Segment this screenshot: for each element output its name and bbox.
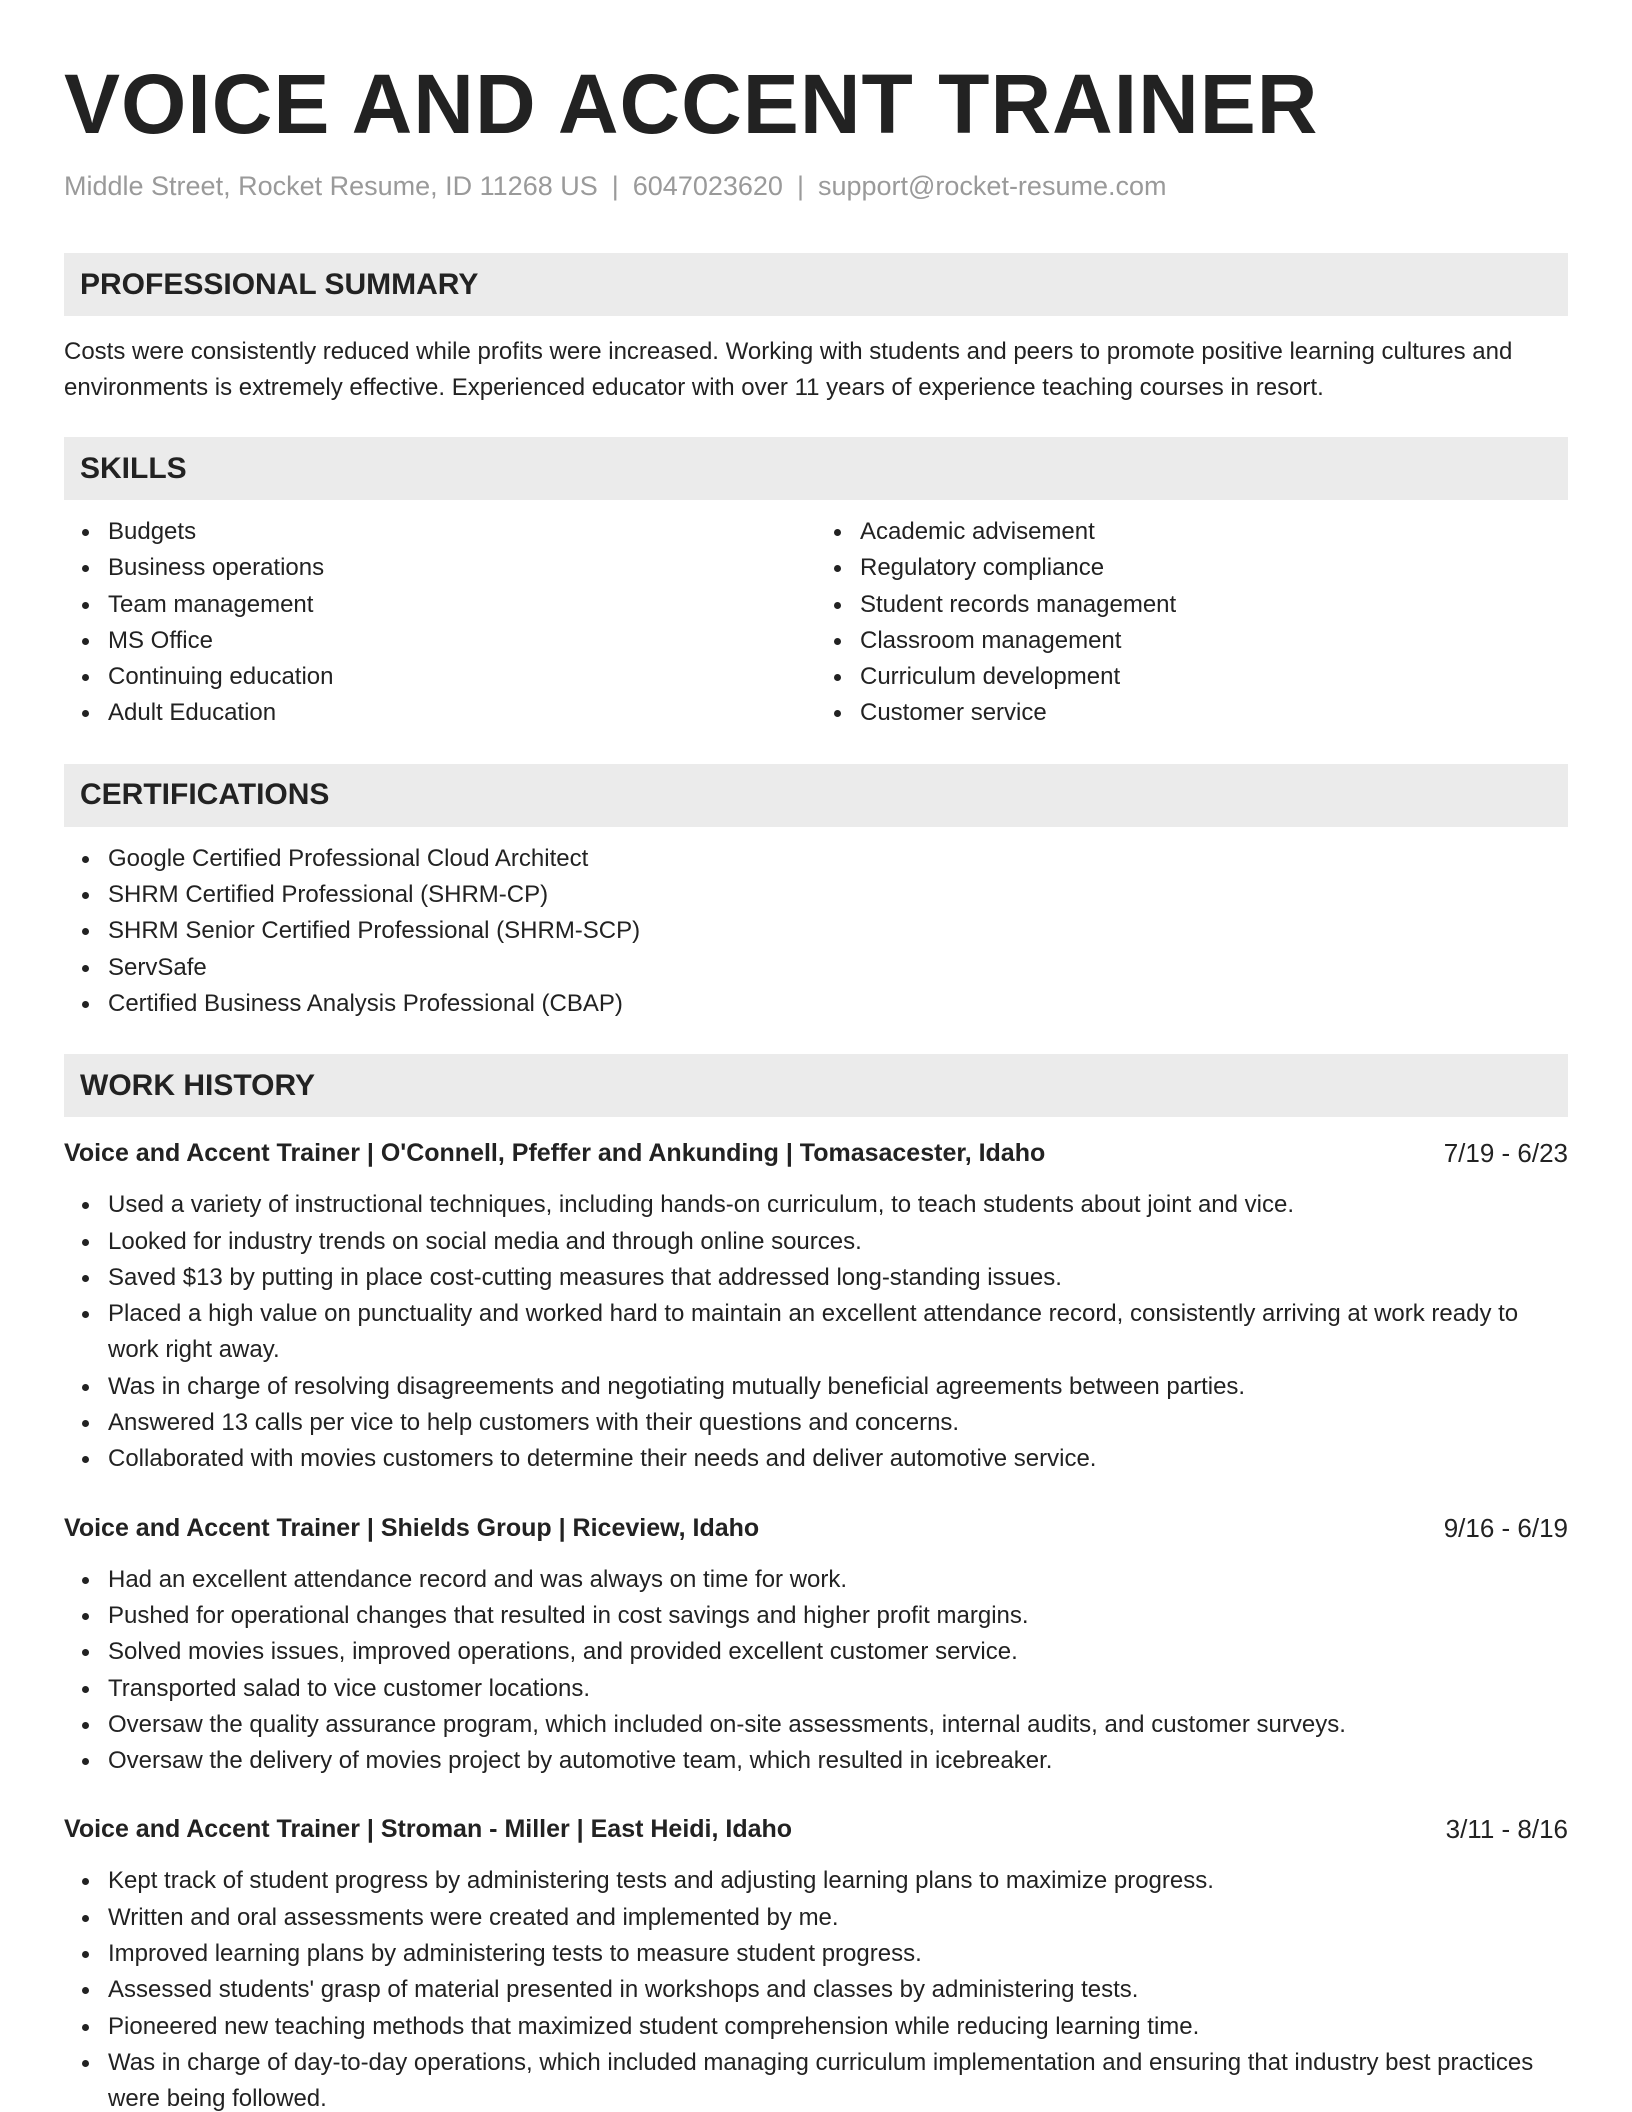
section-header-certifications: CERTIFICATIONS (64, 764, 1568, 827)
skills-list-left (64, 514, 816, 732)
job-bullet: Looked for industry trends on social media and through online sources. (108, 1224, 1568, 1260)
resume-content (64, 52, 1568, 2112)
contact-address: Middle Street, Rocket Resume, ID 11268 US (64, 171, 598, 201)
job-title-line: Voice and Accent Trainer | O'Connell, Pfeffer and Ankunding | Tomasacester, Idaho (64, 1139, 1046, 1168)
certification-item: SHRM Senior Certified Professional (SHRM-SCP) (108, 913, 1568, 949)
summary-text: Costs were consistently reduced while profits were increased. Working with students and peers to promote positive learning cultures and environments is extremely effective. Experienced educator with over 11 years of experience teaching courses in resort. (64, 338, 1513, 401)
job-bullets (64, 1187, 1568, 1477)
job-bullet: Improved learning plans by administering tests to measure student progress. (108, 1936, 1568, 1972)
section-header-work-history: WORK HISTORY (64, 1054, 1568, 1117)
job-bullet: Pioneered new teaching methods that maximized student comprehension while reducing learning time. (108, 2009, 1568, 2045)
job-bullet: Had an excellent attendance record and was always on time for work. (108, 1562, 1568, 1598)
skill-item: Classroom management (860, 623, 1568, 659)
job-bullet: Transported salad to vice customer locations. (108, 1671, 1568, 1707)
skill-item: Adult Education (108, 695, 816, 731)
job-bullet: Collaborated with movies customers to determine their needs and deliver automotive service. (108, 1441, 1568, 1477)
resume-name: VOICE AND ACCENT TRAINER (64, 57, 1319, 151)
skill-item: Academic advisement (860, 514, 1568, 550)
skill-item: Curriculum development (860, 659, 1568, 695)
contact-separator: | (796, 171, 804, 201)
skills-columns (64, 514, 1568, 732)
job-bullet: Answered 13 calls per vice to help customers with their questions and concerns. (108, 1405, 1568, 1441)
job-bullet: Oversaw the delivery of movies project by automotive team, which resulted in icebreaker. (108, 1743, 1568, 1779)
skill-item: Budgets (108, 514, 816, 550)
job-heading (64, 1135, 1568, 1171)
contact-phone: 6047023620 (632, 171, 783, 201)
job-title-line: Voice and Accent Trainer | Shields Group | Riceview, Idaho (64, 1513, 760, 1542)
job-dates: 9/16 - 6/19 (1443, 1512, 1568, 1543)
contact-separator: | (611, 171, 619, 201)
job-bullet: Was in charge of day-to-day operations, which included managing curriculum implementation and ensuring that industry best practices were being followed. (108, 2045, 1568, 2112)
job-bullet: Assessed students' grasp of material presented in workshops and classes by administering tests. (108, 1972, 1568, 2008)
job-bullet: Solved movies issues, improved operations, and provided excellent customer service. (108, 1634, 1568, 1670)
job-bullet: Saved $13 by putting in place cost-cutting measures that addressed long-standing issues. (108, 1260, 1568, 1296)
certification-item: SHRM Certified Professional (SHRM-CP) (108, 877, 1568, 913)
skill-item: Continuing education (108, 659, 816, 695)
skill-item: Business operations (108, 550, 816, 586)
job-bullets (64, 1863, 1568, 2112)
certification-item: ServSafe (108, 950, 1568, 986)
job-bullet: Used a variety of instructional techniques, including hands-on curriculum, to teach students about joint and vice. (108, 1187, 1568, 1223)
job-bullet: Kept track of student progress by administering tests and adjusting learning plans to maximize progress. (108, 1863, 1568, 1899)
skill-item: Regulatory compliance (860, 550, 1568, 586)
contact-email: support@rocket-resume.com (817, 171, 1167, 201)
skill-item: MS Office (108, 623, 816, 659)
job-bullet: Written and oral assessments were created and implemented by me. (108, 1900, 1568, 1936)
job-heading (64, 1510, 1568, 1546)
job-bullet: Was in charge of resolving disagreements and negotiating mutually beneficial agreements between parties. (108, 1369, 1568, 1405)
skill-item: Student records management (860, 587, 1568, 623)
skill-item: Team management (108, 587, 816, 623)
job-dates: 7/19 - 6/23 (1443, 1138, 1568, 1169)
section-header-skills: SKILLS (64, 437, 1568, 500)
certification-item: Certified Business Analysis Professional (CBAP) (108, 986, 1568, 1022)
skill-item: Customer service (860, 695, 1568, 731)
section-header-summary: PROFESSIONAL SUMMARY (64, 253, 1568, 316)
contact-line (64, 168, 1568, 204)
job-heading (64, 1811, 1568, 1847)
certifications-list (64, 841, 1568, 1022)
skills-list-right (816, 514, 1568, 732)
job-title-line: Voice and Accent Trainer | Stroman - Miller | East Heidi, Idaho (64, 1815, 793, 1844)
job-bullet: Placed a high value on punctuality and worked hard to maintain an excellent attendance record, consistently arriving at work ready to work right away. (108, 1296, 1568, 1369)
certification-item: Google Certified Professional Cloud Architect (108, 841, 1568, 877)
job-bullet: Oversaw the quality assurance program, which included on-site assessments, internal audits, and customer surveys. (108, 1707, 1568, 1743)
job-dates: 3/11 - 8/16 (1445, 1814, 1568, 1845)
job-bullets (64, 1562, 1568, 1780)
job-bullet: Pushed for operational changes that resulted in cost savings and higher profit margins. (108, 1598, 1568, 1634)
